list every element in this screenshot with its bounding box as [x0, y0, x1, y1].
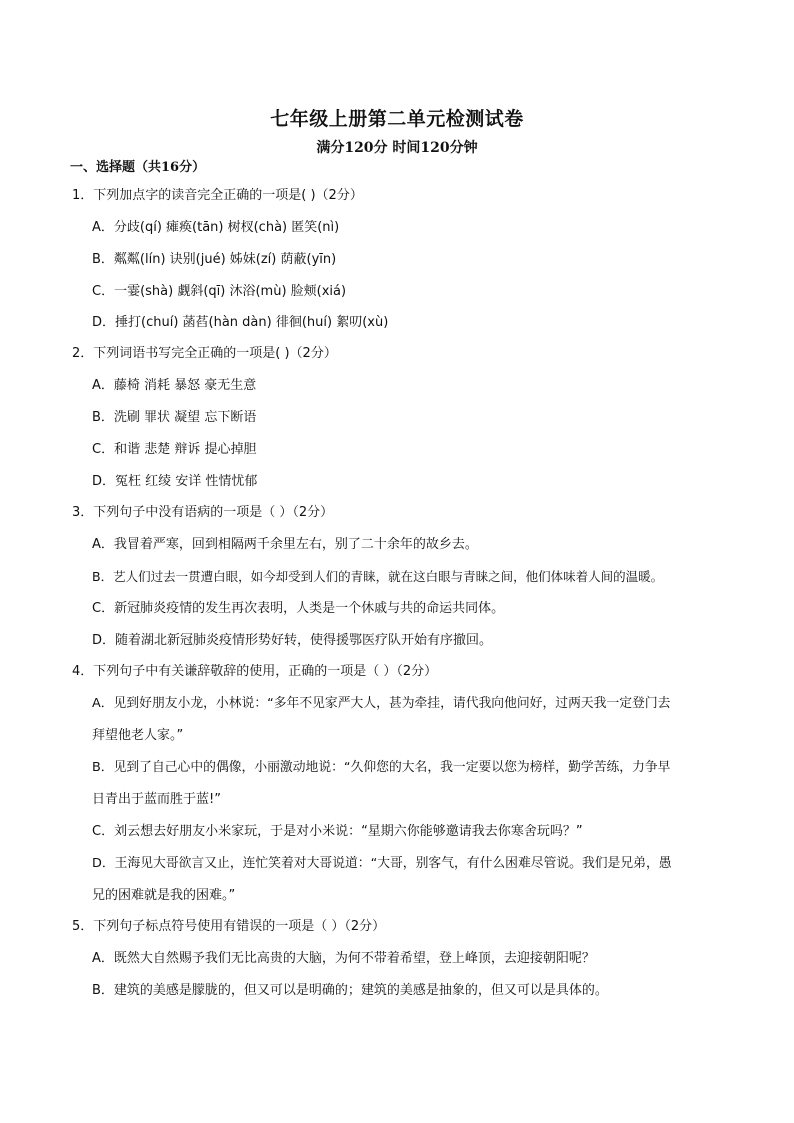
page-subtitle: 满分120分 时间120分钟: [316, 140, 478, 156]
question-4-option-d-line-2: 兄的困难就是我的困难。”: [92, 888, 236, 903]
question-4-option-c: C．刘云想去好朋友小米家玩，于是对小米说：“星期六你能够邀请我去你寒舍玩吗？”: [92, 824, 583, 839]
question-1-option-a: A．分歧(qí) 瘫痪(tān) 树杈(chà) 匿笑(nì): [92, 220, 340, 235]
question-1-option-c: C．一霎(shà) 觑斜(qī) 沐浴(mù) 脸颊(xiá): [92, 284, 347, 299]
question-5-option-b: B．建筑的美感是朦胧的，但又可以是明确的；建筑的美感是抽象的，但又可以是具体的。: [92, 983, 608, 998]
question-4-option-b-line-1: B．见到了自己心中的偶像，小丽激动地说：“久仰您的大名，我一定要以您为榜样，勤学苦练，力争早: [92, 760, 671, 775]
question-3-option-c: C．新冠肺炎疫情的发生再次表明，人类是一个休戚与共的命运共同体。: [92, 601, 505, 616]
section-heading: 一、选择题（共16分）: [70, 160, 206, 175]
question-2-option-d: D．冤枉 红绫 安详 性情忧郁: [92, 474, 258, 489]
page-title: 七年级上册第二单元检测试卷: [270, 108, 524, 130]
question-2-option-a: A．藤椅 消耗 暴怒 豪无生意: [92, 378, 257, 393]
question-1-option-d: D．捶打(chuí) 菡萏(hàn dàn) 徘徊(huí) 絮叨(xù): [92, 315, 389, 330]
question-2-option-c: C．和谐 悲楚 辩诉 提心掉胆: [92, 442, 257, 457]
question-3-option-d: D．随着湖北新冠肺炎疫情形势好转，使得援鄂医疗队开始有序撤回。: [92, 633, 493, 648]
question-5-option-a: A．既然大自然赐予我们无比高贵的大脑，为何不带着希望，登上峰顶，去迎接朝阳呢？: [92, 951, 595, 966]
question-4-option-d-line-1: D．王海见大哥欲言又止，连忙笑着对大哥说道：“大哥，别客气，有什么困难尽管说。我们是兄弟，愚: [92, 856, 672, 871]
question-1-stem: 1．下列加点字的读音完全正确的一项是( )（2分）: [72, 188, 363, 203]
question-2-option-b: B．洗刷 罪状 凝望 忘下断语: [92, 410, 257, 425]
question-2-stem: 2．下列词语书写完全正确的一项是( )（2分）: [72, 346, 337, 361]
question-4-option-a-line-1: A．见到好朋友小龙，小林说：“多年不见家严大人，甚为牵挂，请代我向他问好，过两天我一定登门去: [92, 696, 671, 711]
question-3-option-b: B．艺人们过去一贯遭白眼，如今却受到人们的青睐，就在这白眼与青睐之间，他们体味着人间的温暖。: [92, 569, 664, 584]
question-3-stem: 3．下列句子中没有语病的一项是（ ）（2分）: [72, 505, 334, 520]
question-4-option-a-line-2: 拜望他老人家。”: [92, 728, 184, 743]
question-4-option-b-line-2: 日青出于蓝而胜于蓝!”: [92, 792, 221, 807]
question-1-option-b: B．粼粼(lín) 诀别(jué) 姊妹(zí) 荫蔽(yīn): [92, 252, 337, 267]
question-5-stem: 5．下列句子标点符号使用有错误的一项是（ ）（2分）: [72, 919, 386, 934]
question-4-stem: 4．下列句子中有关谦辞敬辞的使用，正确的一项是（ ）（2分）: [72, 664, 438, 679]
question-3-option-a: A．我冒着严寒，回到相隔两千余里左右，别了二十余年的故乡去。: [92, 537, 478, 552]
